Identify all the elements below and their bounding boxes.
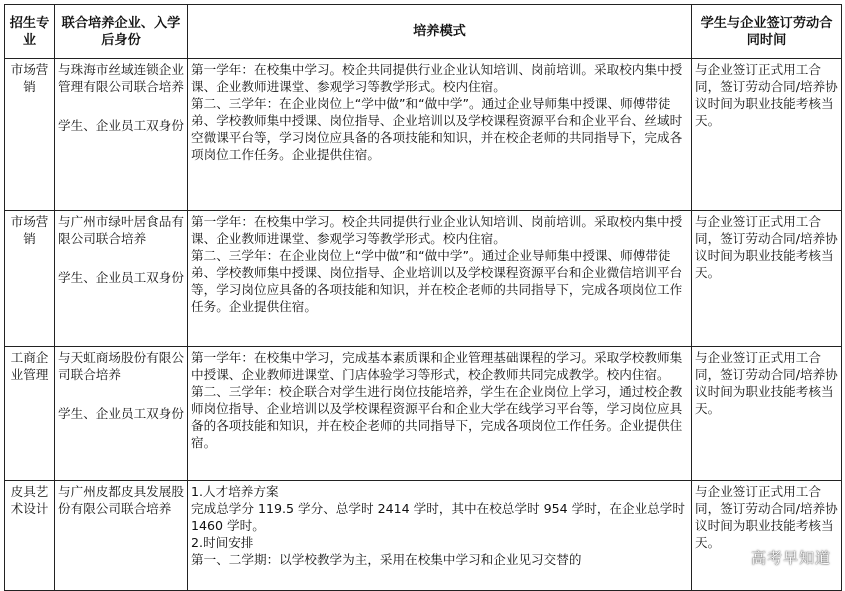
partner-cell: [55, 481, 188, 591]
header-mode: 培养模式: [188, 5, 692, 59]
mode-cell: [188, 347, 692, 481]
identity-text: 学生、企业员工双身份: [58, 118, 184, 133]
mode-paragraph: 第二、三学年：在企业岗位上“学中做”和“做中学”。通过企业导师集中授课、师傅带徒弟、学校教师集中授课、岗位指导、企业培训以及学校课程资源平台和企业平台、丝域时空微课平台等，学习岗位应具备的各项技能和知识，并在校企老师的共同指导下，完成各项岗位工作任务。企业提供住宿。: [191, 96, 683, 162]
header-row: [5, 5, 842, 59]
partner-name: 与天虹商场股份有限公司联合培养: [58, 350, 184, 382]
partner-cell: [55, 211, 188, 347]
mode-cell: [188, 59, 692, 211]
mode-cell: [188, 211, 692, 347]
enrollment-table: [4, 4, 842, 591]
mode-paragraph: 第一学年：在校集中学习。校企共同提供行业企业认知培训、岗前培训。采取校内集中授课、企业教师进课堂、参观学习等教学形式。校内住宿。: [191, 62, 683, 94]
mode-paragraph: 第一学年：在校集中学习，完成基本素质课和企业管理基础课程的学习。采取学校教师集中授课、企业教师进课堂、门店体验学习等形式，校企教师共同完成教学。校内住宿。: [191, 350, 683, 382]
watermark-text: 高考早知道: [750, 549, 831, 567]
mode-paragraph: 第一学年：在校集中学习。校企共同提供行业企业认知培训、岗前培训。采取校内集中授课、企业教师进课堂、参观学习等教学形式。校内住宿。: [191, 214, 683, 246]
header-contract: 学生与企业签订劳动合同时间: [692, 5, 842, 59]
major-cell: 工商企业管理: [5, 347, 55, 481]
mode-paragraph: 第一、二学期：以学校教学为主，采用在校集中学习和企业见习交替的: [191, 552, 582, 567]
contract-cell: 与企业签订正式用工合同，签订劳动合同/培养协议时间为职业技能考核当天。: [692, 481, 842, 591]
partner-cell: [55, 59, 188, 211]
mode-paragraph: 完成总学分 119.5 学分、总学时 2414 学时，其中在校总学时 954 学时，在企业总学时 1460 学时。: [191, 501, 685, 533]
table-row: [5, 211, 842, 347]
mode-paragraph: 第二、三学年：校企联合对学生进行岗位技能培养，学生在企业岗位上学习，通过校企教师岗位指导、企业培训以及学校课程资源平台和企业大学在线学习平台等，学习岗位应具备的各项技能和知识，并在校企老师的共同指导下，完成各项岗位工作任务。企业提供住宿。: [191, 384, 683, 450]
contract-cell: 与企业签订正式用工合同，签订劳动合同/培养协议时间为职业技能考核当天。: [692, 347, 842, 481]
mode-paragraph: 第二、三学年：在企业岗位上“学中做”和“做中学”。通过企业导师集中授课、师傅带徒弟、学校教师集中授课、岗位指导、企业培训以及学校课程资源平台和企业微信培训平台等，学习岗位应具备的各项技能和知识，并在校企老师的共同指导下，完成各项岗位工作任务。企业提供住宿。: [191, 248, 683, 314]
header-major: 招生专业: [5, 5, 55, 59]
identity-text: 学生、企业员工双身份: [58, 270, 184, 285]
table-row: [5, 59, 842, 211]
partner-name: 与珠海市丝域连锁企业管理有限公司联合培养: [58, 62, 184, 94]
contract-cell: 与企业签订正式用工合同，签订劳动合同/培养协议时间为职业技能考核当天。: [692, 59, 842, 211]
major-cell: 市场营销: [5, 59, 55, 211]
table-row: [5, 347, 842, 481]
partner-name: 与广州市绿叶居食品有限公司联合培养: [58, 214, 184, 246]
mode-cell: [188, 481, 692, 591]
contract-cell: 与企业签订正式用工合同，签订劳动合同/培养协议时间为职业技能考核当天。: [692, 211, 842, 347]
header-partner: 联合培养企业、入学后身份: [55, 5, 188, 59]
mode-paragraph: 1.人才培养方案: [191, 484, 279, 499]
major-cell: 市场营销: [5, 211, 55, 347]
identity-text: 学生、企业员工双身份: [58, 406, 184, 421]
partner-cell: [55, 347, 188, 481]
table-row: [5, 481, 842, 591]
mode-paragraph: 2.时间安排: [191, 535, 254, 550]
major-cell: 皮具艺术设计: [5, 481, 55, 591]
partner-name: 与广州皮都皮具发展股份有限公司联合培养: [58, 484, 184, 516]
